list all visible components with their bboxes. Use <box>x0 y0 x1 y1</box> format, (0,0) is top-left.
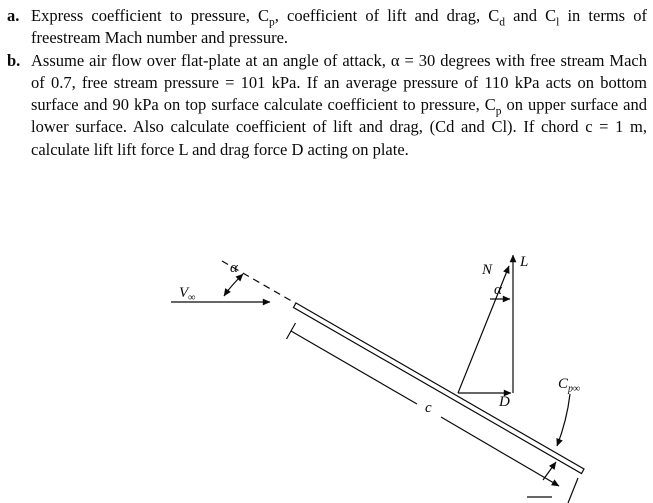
chord-dim-line-2 <box>441 417 559 486</box>
angle-of-attack-arc <box>224 274 243 296</box>
item-marker-b: b. <box>7 50 21 70</box>
subscript: p <box>495 105 502 118</box>
thickness-arrow <box>543 462 556 480</box>
text-segment: on upper surface and lower surface. Also calculate coefficient of lift and drag, (Cd and Cl). If chord c = 1 m, calculate lift lift force L and drag force D acting on plate. <box>31 95 647 159</box>
lift-force-label: L <box>520 254 529 270</box>
item-marker-a: a. <box>7 6 20 25</box>
drag-force-label: D <box>499 394 510 410</box>
text-segment: , coefficient of lift and drag, C <box>274 6 500 25</box>
normal-force-label: N <box>482 262 493 278</box>
chord-label: c <box>425 400 432 416</box>
subscript: p <box>269 16 275 29</box>
thickness-leader-line <box>568 478 578 503</box>
cp-leader-arrow <box>557 394 570 446</box>
text-segment: and C <box>504 6 557 25</box>
force-angle-label: α <box>494 282 502 298</box>
subscript: d <box>499 16 505 29</box>
flat-plate <box>294 303 585 474</box>
pressure-coefficient-label: $C_{p\infty}$ <box>558 376 581 395</box>
text-segment: Assume air flow over flat-plate at an angle of attack, α = 30 degrees with free stream Mach of 0.7, free stream pressure = 101 kPa. If an average pressure of 110 kPa acts on bottom surface and 90 kPa on top surface calculate coefficient to pressure, C <box>31 50 647 115</box>
text-segment: in terms of freestream Mach number and pressure. <box>31 6 647 48</box>
freestream-velocity-label: $V_\infty$ <box>179 285 196 304</box>
subscript: l <box>556 16 560 29</box>
angle-of-attack-label: α <box>230 260 238 276</box>
text-segment: Express coefficient to pressure, C <box>31 6 269 25</box>
